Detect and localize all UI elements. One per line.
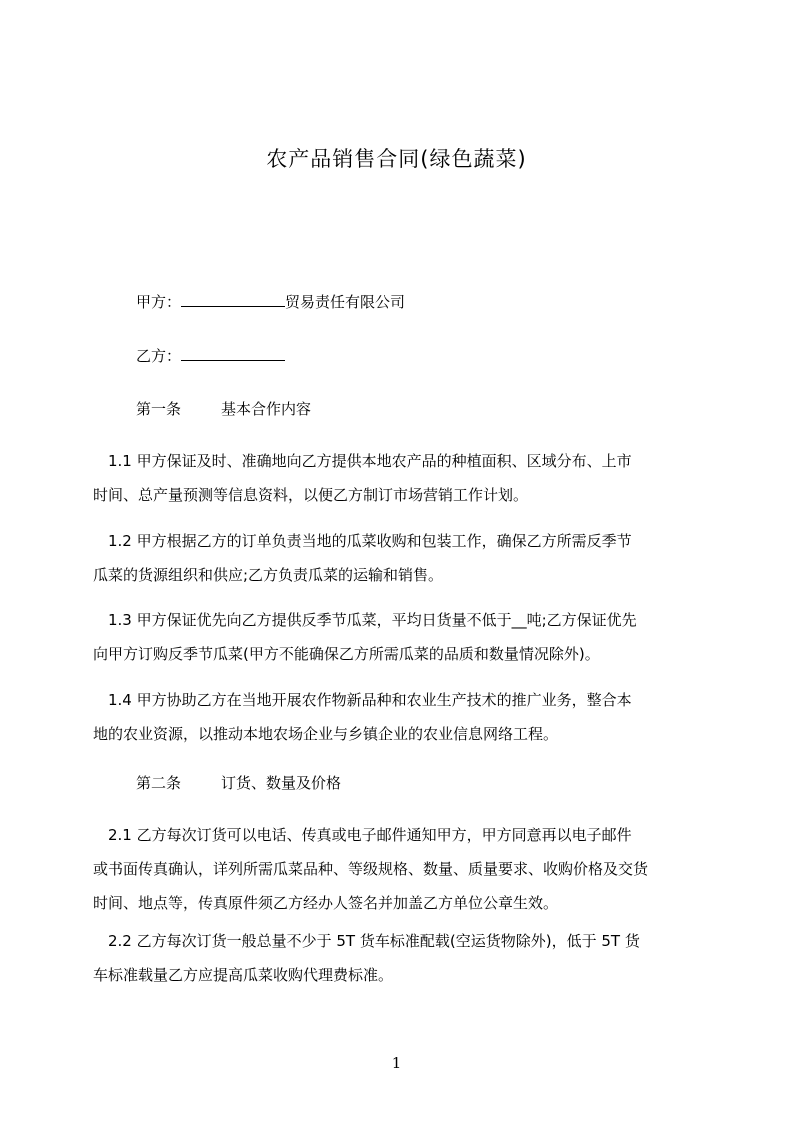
party-a-label: 甲方： — [136, 293, 182, 311]
clause-1-3 — [93, 603, 705, 671]
clause-line: 1.1 甲方保证及时、准确地向乙方提供本地农产品的种植面积、区域分布、上市 — [93, 452, 632, 470]
clause-1-2 — [93, 524, 705, 592]
article-2-title: 订货、数量及价格 — [221, 774, 342, 792]
party-a-line — [136, 291, 405, 312]
article-1-number: 第一条 — [136, 400, 182, 418]
clause-line: 2.2 乙方每次订货一般总量不少于 5T 货车标准配载(空运货物除外)，低于 5T 货 — [93, 932, 640, 950]
clause-line: 地的农业资源，以推动本地农场企业与乡镇企业的农业信息网络工程。 — [93, 725, 559, 743]
clause-line: 时间、地点等，传真原件须乙方经办人签名并加盖乙方单位公章生效。 — [93, 894, 559, 912]
clause-line: 2.1 乙方每次订货可以电话、传真或电子邮件通知甲方，甲方同意再以电子邮件 — [93, 826, 632, 844]
clause-2-2 — [93, 924, 705, 992]
clause-line: 1.4 甲方协助乙方在当地开展农作物新品种和农业生产技术的推广业务，整合本 — [93, 691, 632, 709]
article-2-heading — [136, 772, 341, 793]
document-title: 农产品销售合同(绿色蔬菜) — [266, 147, 527, 171]
party-a-blank — [181, 292, 285, 307]
party-a-suffix: 贸易责任有限公司 — [285, 293, 406, 311]
party-b-label: 乙方： — [136, 347, 182, 365]
clause-line: 向甲方订购反季节瓜菜(甲方不能确保乙方所需瓜菜的品质和数量情况除外)。 — [93, 645, 600, 663]
clause-line: 1.3 甲方保证优先向乙方提供反季节瓜菜，平均日货量不低于__吨;乙方保证优先 — [93, 611, 637, 629]
clause-line: 时间、总产量预测等信息资料，以便乙方制订市场营销工作计划。 — [93, 486, 529, 504]
clause-line: 车标准载量乙方应提高瓜菜收购代理费标准。 — [93, 966, 394, 984]
clause-line: 或书面传真确认，详列所需瓜菜品种、等级规格、数量、质量要求、收购价格及交货 — [93, 860, 649, 878]
clause-1-4 — [93, 683, 705, 751]
party-b-line — [136, 345, 285, 366]
article-1-title: 基本合作内容 — [221, 400, 312, 418]
clause-1-1 — [93, 444, 705, 512]
party-b-blank — [181, 346, 285, 361]
page-number: 1 — [391, 1054, 402, 1072]
article-2-number: 第二条 — [136, 774, 182, 792]
clause-line: 1.2 甲方根据乙方的订单负责当地的瓜菜收购和包装工作，确保乙方所需反季节 — [93, 532, 632, 550]
clause-line: 瓜菜的货源组织和供应;乙方负责瓜菜的运输和销售。 — [93, 566, 444, 584]
clause-2-1 — [93, 818, 705, 920]
article-1-heading — [136, 398, 311, 419]
